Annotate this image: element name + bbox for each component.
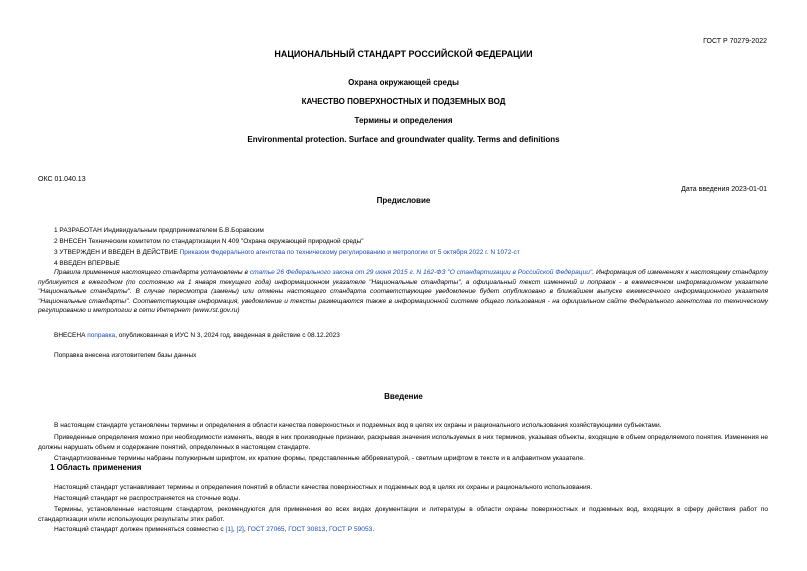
doc-subtitle-terms: Термины и определения [354,116,453,125]
reference-separator: , [243,526,248,533]
amendment-note [54,331,340,341]
amendment-prefix: ВНЕСЕНА [54,332,88,339]
doc-code: ГОСТ Р 70279-2022 [703,38,767,45]
amendment-suffix: , опубликованная в ИУС N 3, 2024 год, введенная в действие с 08.12.2023 [115,332,340,339]
amendment-link[interactable]: поправка [87,332,116,339]
scope-paragraph-3: Термины, установленные настоящим стандартом, рекомендуются для применения во всех видах документации и литературы в области охраны поверхностных и подземных вод, входящих в сферу действия работ по стандартизации и/или использующих результаты этих работ. [38,506,768,523]
reference-separator: , [232,526,237,533]
scope-paragraph-1: Настоящий стандарт устанавливает термины и определения понятий в области качества поверхностных и подземных вод в целях их охраны и рационального использования. [54,484,593,491]
intro-heading: Введение [384,392,423,401]
rules-prefix: Правила применения настоящего стандарта установлены в [54,269,250,276]
intro-paragraph-3: Стандартизованные термины набраны полужирным шрифтом, их краткие формы, представленные аббревиатурой, - светлым шрифтом в тексте и в алфавитном указателе. [54,455,585,462]
scope-heading: 1 Область применения [50,463,142,472]
intro-paragraph-1: В настоящем стандарте установлены термины и определения в области качества поверхностных и подземных вод в целях их охраны и рационального использования хозяйствующими субъектами. [54,422,662,429]
doc-subtitle-main: КАЧЕСТВО ПОВЕРХНОСТНЫХ И ПОДЗЕМНЫХ ВОД [301,97,506,106]
preface-item-2: 2 ВНЕСЕН Техническим комитетом по стандартизации N 409 "Охрана окружающей природной среды" [54,238,364,245]
intro-paragraph-2: Приведенные определения можно при необходимости изменять, вводя в них производные признаки, раскрывая значения используемых в них терминов, указывая объекты, входящие в объем определяемого понятия. Изменения не должны нарушать объем и содержание понятий, определенных в настоящем стандарте. [38,434,768,451]
federal-law-link[interactable]: статье 26 Федерального закона от 29 июня 2015 г. N 162-ФЗ "О стандартизации в Российской Федерации" [249,269,593,276]
reference-1-link[interactable]: [1] [225,526,233,533]
gost-27065-link[interactable]: ГОСТ 27065 [247,526,285,533]
gost-30813-link[interactable]: ГОСТ 30813 [288,526,326,533]
doc-subtitle-topic: Охрана окружающей среды [348,78,459,87]
scope-p4-suffix: . [372,526,375,533]
rules-paragraph [38,268,768,316]
order-link[interactable]: Приказом Федерального агентства по техническому регулированию и метрологии от 5 октября 2022 г. N 1072-ст [179,249,520,256]
standard-title: НАЦИОНАЛЬНЫЙ СТАНДАРТ РОССИЙСКОЙ ФЕДЕРАЦИИ [274,49,533,59]
scope-paragraph-2: Настоящий стандарт не распространяется на сточные воды. [54,495,241,502]
intro-date: Дата введения 2023-01-01 [681,186,767,193]
scope-p4-prefix: Настоящий стандарт должен применяться совместно с [54,526,226,533]
english-title: Environmental protection. Surface and groundwater quality. Terms and definitions [247,135,560,144]
rules-suffix: . Информация об изменениях к настоящему стандарту публикуется в ежегодном (по состоянию на 1 января текущего года) информационном указателе "Национальные стандарты", а официальный текст изменений и поправок - в ежемесячном информационном указателе "Национальные стандарты". В случае пересмотра (замены) или отмены настоящего стандарта соответствующее уведомление будет опубликовано в ближайшем выпуске ежемесячного информационного указателя "Национальные стандарты". Соответствующая информация, уведомление и тексты размещаются также в информационной системе общего пользования - на официальном сайте Федерального агентства по техническому регулированию и метрологии в сети Интернет (www.rst.gov.ru) [38,269,768,315]
preface-item-1: 1 РАЗРАБОТАН Индивидуальным предпринимателем Б.В.Боравским [54,227,264,234]
reference-separator: , [325,526,330,533]
preface-item-4: 4 ВВЕДЕН ВПЕРВЫЕ [54,260,120,267]
preface-item-3 [54,248,520,258]
amendment-db-note: Поправка внесена изготовителем базы данных [54,352,197,359]
preface-item-3-text: 3 УТВЕРЖДЕН И ВВЕДЕН В ДЕЙСТВИЕ [54,249,180,256]
gost-r-59053-link[interactable]: ГОСТ Р 59053 [329,526,373,533]
reference-2-link[interactable]: [2] [236,526,244,533]
preface-heading: Предисловие [376,196,431,205]
oks-code: ОКС 01.040.13 [38,176,86,183]
scope-paragraph-4 [38,525,768,535]
reference-separator: , [284,526,289,533]
